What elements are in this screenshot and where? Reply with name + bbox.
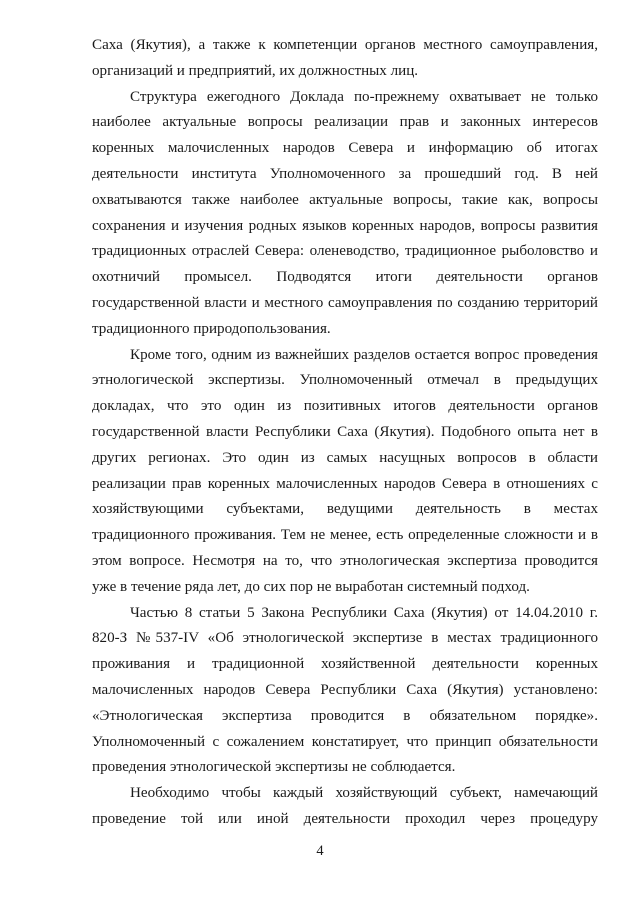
text-line: наиболее актуальные вопросы реализации прав и законных интересов [92,114,598,131]
text-line: этом вопросе. Несмотря на то, что этнологическая экспертиза проводится [92,552,598,569]
text-line: малочисленных народов Севера Республики Саха (Якутия) установлено: [92,681,598,698]
paragraph [92,85,598,343]
paragraph [92,781,598,833]
text-line: организаций и предприятий, их должностных лиц. [92,62,419,79]
text-line: Частью 8 статьи 5 Закона Республики Саха (Якутия) от 14.04.2010 г. [130,604,598,621]
text-line: государственной власти и местного самоуправления по созданию территорий [92,294,598,311]
document-body [92,33,598,833]
text-line: Необходимо чтобы каждый хозяйствующий субъект, намечающий [130,785,598,802]
text-line: охватываются также наиболее актуальные вопросы, такие как, вопросы [92,191,598,208]
text-line: деятельности института Уполномоченного за прошедший год. В ней [92,165,598,182]
text-line: проведение той или иной деятельности проходил через процедуру [92,810,598,827]
text-line: «Этнологическая экспертиза проводится в обязательном порядке». [92,707,598,724]
text-line: Кроме того, одним из важнейших разделов остается вопрос проведения [130,346,598,363]
text-line: уже в течение ряда лет, до сих пор не выработан системный подход. [92,578,530,595]
text-line: государственной власти Республики Саха (Якутия). Подобного опыта нет в [92,423,598,440]
text-line: традиционного природопользования. [92,320,331,337]
text-line: других регионах. Это один из самых насущных вопросов в области [92,449,598,466]
text-line: реализации прав коренных малочисленных народов Севера в отношениях с [92,475,598,492]
text-line: коренных малочисленных народов Севера и информацию об итогах [92,140,598,157]
paragraph [92,33,598,85]
text-line: проживания и традиционной хозяйственной деятельности коренных [92,656,598,673]
text-line: Структура ежегодного Доклада по-прежнему охватывает не только [130,88,598,105]
text-line: Уполномоченный с сожалением констатирует, что принцип обязательности [92,733,598,750]
paragraph [92,343,598,601]
text-line: хозяйствующими субъектами, ведущими деятельность в местах [92,501,598,518]
page-number: 4 [316,843,324,859]
text-line: докладах, что это один из позитивных итогов деятельности органов [92,398,598,415]
text-line: традиционного проживания. Тем не менее, есть определенные сложности и в [92,527,598,544]
text-line: охотничий промысел. Подводятся итоги деятельности органов [92,269,598,286]
text-line: традиционных отраслей Севера: оленеводство, традиционное рыболовство и [92,243,598,260]
text-line: 820-З №537-IV «Об этнологической экспертизе в местах традиционного [92,630,598,647]
text-line: Саха (Якутия), а также к компетенции органов местного самоуправления, [92,37,598,53]
text-line: сохранения и изучения родных языков коренных народов, вопросы развития [92,217,598,234]
text-line: проведения этнологической экспертизы не соблюдается. [92,759,456,776]
paragraph [92,601,598,782]
text-line: этнологической экспертизы. Уполномоченный отмечал в предыдущих [92,372,598,389]
